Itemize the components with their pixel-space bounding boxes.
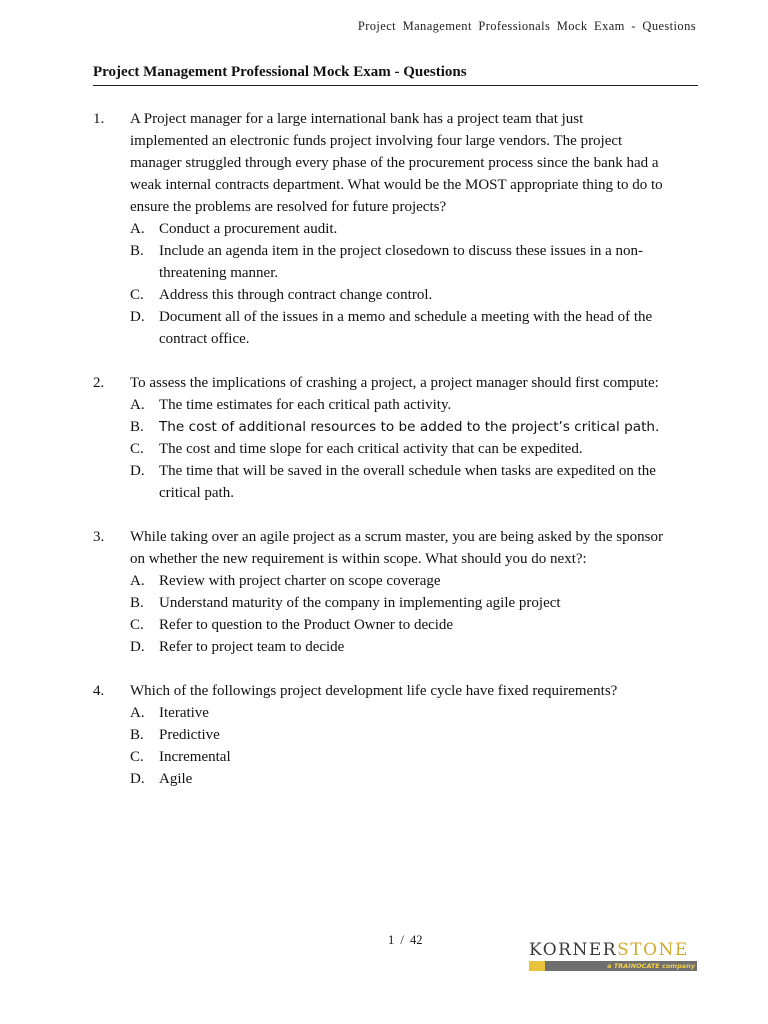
option-text: Review with project charter on scope coverage [159, 573, 441, 589]
option-letter: D. [130, 309, 145, 325]
page-number: 1 / 42 [388, 933, 423, 947]
option-b [130, 240, 663, 284]
logo-bar-accent [529, 961, 545, 971]
option-letter: D. [130, 463, 145, 479]
kornerstone-logo [529, 940, 697, 971]
option-text: Iterative [159, 705, 209, 721]
option-letter: B. [130, 243, 144, 259]
question-text: Which of the followings project development life cycle have fixed requirements? [130, 683, 618, 699]
question-number: 4. [93, 683, 105, 699]
option-b [130, 592, 663, 614]
option-text: Conduct a procurement audit. [159, 221, 338, 237]
option-letter: A. [130, 573, 145, 589]
page-title: Project Management Professional Mock Exam - Questions [93, 64, 698, 86]
option-d [130, 460, 663, 504]
option-a [130, 218, 663, 240]
question-text: To assess the implications of crashing a project, a project manager should first compute: [130, 375, 659, 391]
option-text: Incremental [159, 749, 231, 765]
option-text: The cost and time slope for each critical activity that can be expedited. [159, 441, 583, 457]
option-a [130, 394, 663, 416]
question-text: While taking over an agile project as a scrum master, you are being asked by the sponsor on whether the new requirement is within scope. What should you do next?: [130, 529, 663, 567]
question-1 [93, 108, 663, 350]
question-number: 3. [93, 529, 105, 545]
running-header: Project Management Professionals Mock Exam - Questions [357, 19, 696, 33]
option-text: The time estimates for each critical path activity. [159, 397, 452, 413]
option-text: Include an agenda item in the project closedown to discuss these issues in a non-threatening manner. [159, 243, 644, 281]
option-text: Document all of the issues in a memo and schedule a meeting with the head of the contract office. [159, 309, 653, 347]
option-letter: C. [130, 287, 144, 303]
option-b [130, 724, 663, 746]
option-d [130, 768, 663, 790]
question-list [93, 108, 663, 812]
option-text: Understand maturity of the company in implementing agile project [159, 595, 561, 611]
option-c [130, 746, 663, 768]
option-a [130, 570, 663, 592]
option-text: The time that will be saved in the overall schedule when tasks are expedited on the critical path. [159, 463, 656, 501]
option-letter: A. [130, 705, 145, 721]
option-letter: A. [130, 221, 145, 237]
option-letter: A. [130, 397, 145, 413]
option-text: Agile [159, 771, 193, 787]
option-text: The cost of additional resources to be added to the project’s critical path. [159, 419, 660, 435]
option-c [130, 438, 663, 460]
question-number: 2. [93, 375, 105, 391]
option-text: Address this through contract change control. [159, 287, 433, 303]
option-letter: B. [130, 419, 144, 435]
option-d [130, 306, 663, 350]
logo-wordmark-part2: STONE [617, 940, 689, 960]
question-text: A Project manager for a large international bank has a project team that just implemented an electronic funds project involving four large vendors. The project manager struggled through every phase of the procurement process since the bank had a weak internal contracts department. What would be the MOST appropriate thing to do to ensure the problems are resolved for future projects? [130, 111, 663, 215]
option-text: Refer to question to the Product Owner to decide [159, 617, 454, 633]
option-letter: C. [130, 441, 144, 457]
option-text: Refer to project team to decide [159, 639, 345, 655]
logo-bar [529, 961, 697, 971]
option-c [130, 614, 663, 636]
option-letter: C. [130, 617, 144, 633]
logo-wordmark-part1: KORNER [529, 940, 618, 960]
logo-tagline: a TRAINOCATE company [545, 961, 697, 971]
option-text: Predictive [159, 727, 220, 743]
option-a [130, 702, 663, 724]
question-number: 1. [93, 111, 105, 127]
option-letter: B. [130, 595, 144, 611]
logo-wordmark [529, 940, 697, 960]
option-c [130, 284, 663, 306]
question-2 [93, 372, 663, 504]
question-4 [93, 680, 663, 790]
option-letter: B. [130, 727, 144, 743]
option-letter: D. [130, 639, 145, 655]
option-letter: C. [130, 749, 144, 765]
question-3 [93, 526, 663, 658]
option-b [130, 416, 663, 438]
option-d [130, 636, 663, 658]
option-letter: D. [130, 771, 145, 787]
